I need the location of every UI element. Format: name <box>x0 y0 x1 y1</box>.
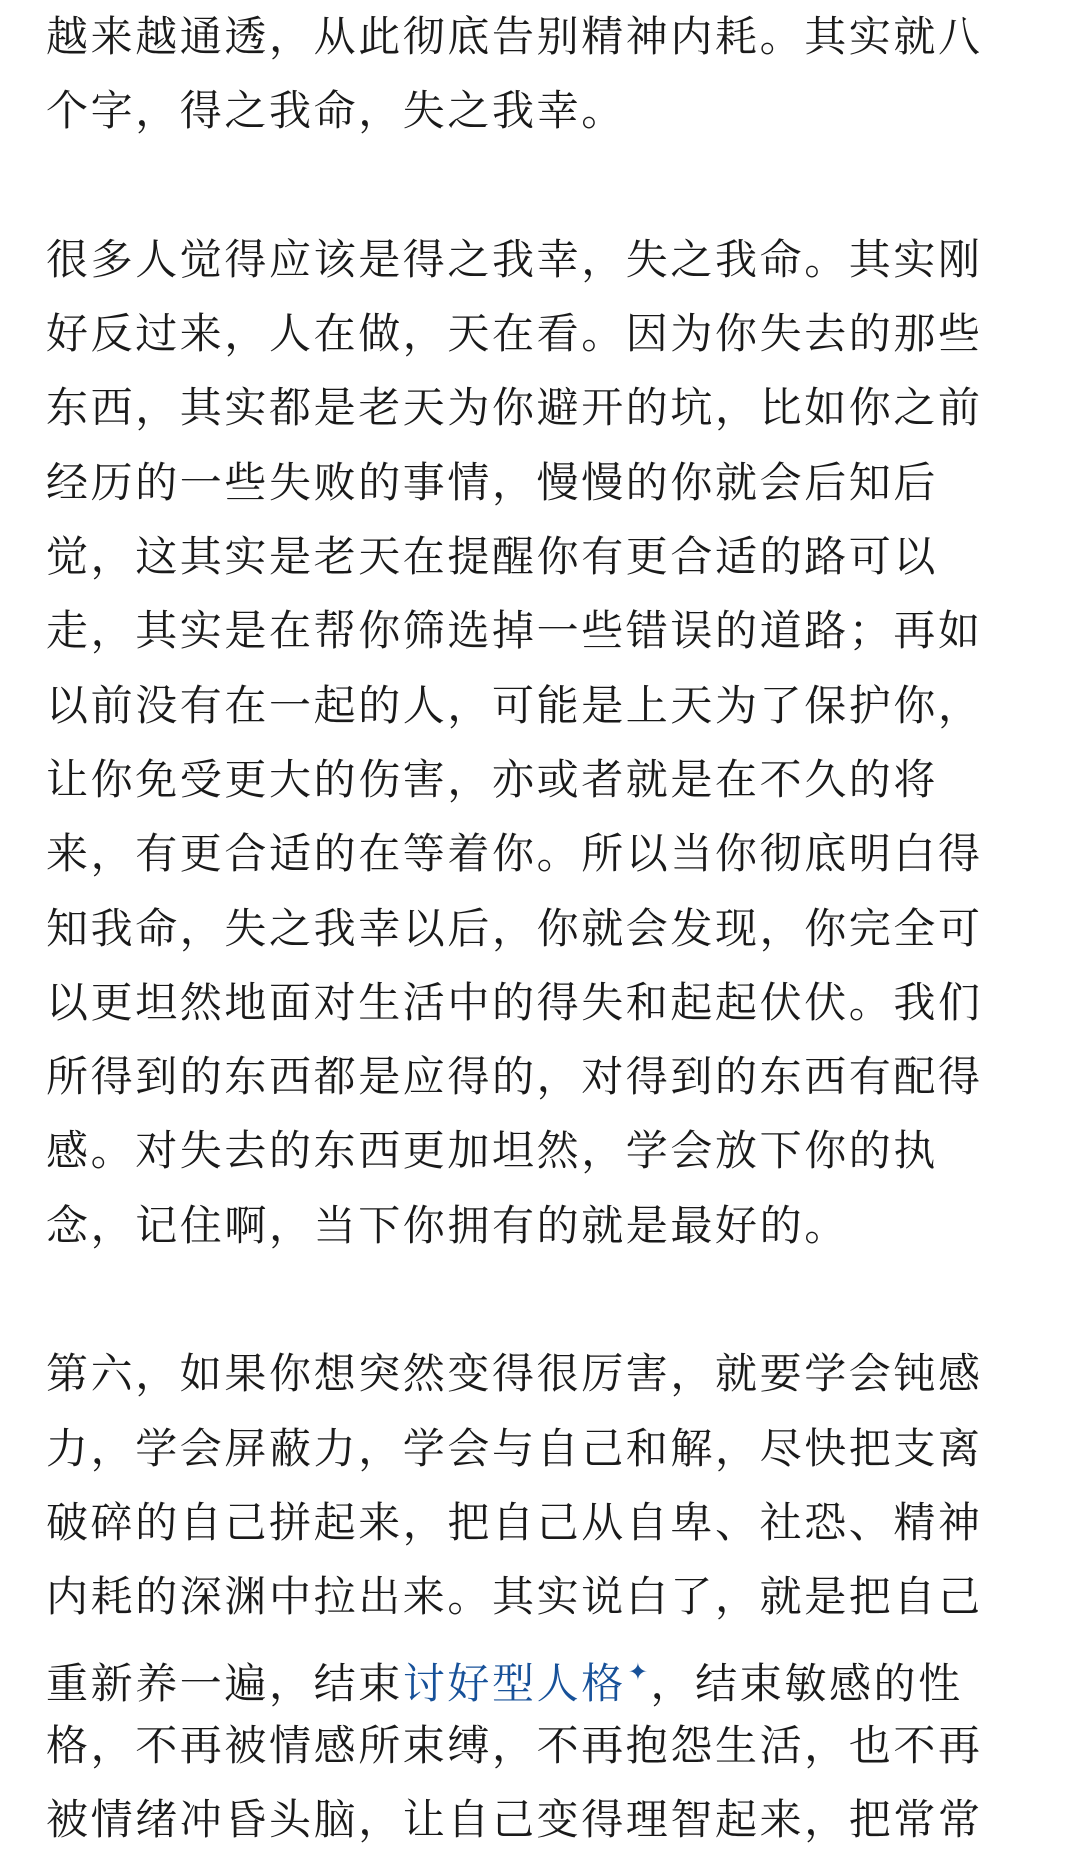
paragraph-line: 被情绪冲昏头脑，让自己变得理智起来，把常常 <box>46 1795 983 1845</box>
paragraph-line: 让你免受更大的伤害，亦或者就是在不久的将 <box>46 754 939 804</box>
paragraph-line: 很多人觉得应该是得之我幸，失之我命。其实刚 <box>46 234 983 284</box>
paragraph-line: 来，有更合适的在等着你。所以当你彻底明白得 <box>46 829 983 879</box>
paragraph-line: 格，不再被情感所束缚，不再抱怨生活，也不再 <box>46 1720 983 1770</box>
paragraph-line: 感。对失去的东西更加坦然，学会放下你的执 <box>46 1126 939 1176</box>
paragraph-line: 以前没有在一起的人，可能是上天为了保护你， <box>46 680 983 730</box>
paragraph-line: 力，学会屏蔽力，学会与自己和解，尽快把支离 <box>46 1423 983 1473</box>
line-text-after-link: ，结束敏感的性 <box>650 1658 963 1708</box>
paragraph-line: 所得到的东西都是应得的，对得到的东西有配得 <box>46 1052 983 1102</box>
paragraph-line: 破碎的自己拼起来，把自己从自卑、社恐、精神 <box>46 1497 983 1547</box>
paragraph-2 <box>46 223 1026 1263</box>
line-text-before-link: 重新养一遍，结束 <box>46 1658 403 1708</box>
paragraph-line: 个字，得之我命，失之我幸。 <box>46 86 626 136</box>
paragraph-1 <box>46 0 1026 149</box>
paragraph-spacer <box>46 149 1026 223</box>
sparkle-icon: ✦ <box>627 1657 651 1686</box>
paragraph-3 <box>46 1337 1026 1857</box>
paragraph-spacer <box>46 1263 1026 1337</box>
article-body <box>46 0 1026 1857</box>
paragraph-line: 经历的一些失败的事情，慢慢的你就会后知后 <box>46 457 939 507</box>
keyword-link[interactable] <box>403 1659 651 1708</box>
paragraph-line-with-link <box>46 1635 1026 1709</box>
paragraph-line: 觉，这其实是老天在提醒你有更合适的路可以 <box>46 532 939 582</box>
keyword-link-text: 讨好型人格 <box>402 1658 626 1708</box>
paragraph-line: 越来越通透，从此彻底告别精神内耗。其实就八 <box>46 12 983 61</box>
paragraph-line: 走，其实是在帮你筛选掉一些错误的道路；再如 <box>46 606 983 656</box>
paragraph-line: 东西，其实都是老天为你避开的坑，比如你之前 <box>46 383 983 433</box>
paragraph-line: 以更坦然地面对生活中的得失和起起伏伏。我们 <box>46 977 983 1027</box>
paragraph-line: 念，记住啊，当下你拥有的就是最好的。 <box>46 1200 849 1250</box>
paragraph-line: 第六，如果你想突然变得很厉害，就要学会钝感 <box>46 1349 983 1399</box>
paragraph-line: 内耗的深渊中拉出来。其实说白了，就是把自己 <box>46 1572 983 1622</box>
paragraph-line: 知我命，失之我幸以后，你就会发现，你完全可 <box>46 903 983 953</box>
paragraph-line: 好反过来，人在做，天在看。因为你失去的那些 <box>46 309 983 359</box>
